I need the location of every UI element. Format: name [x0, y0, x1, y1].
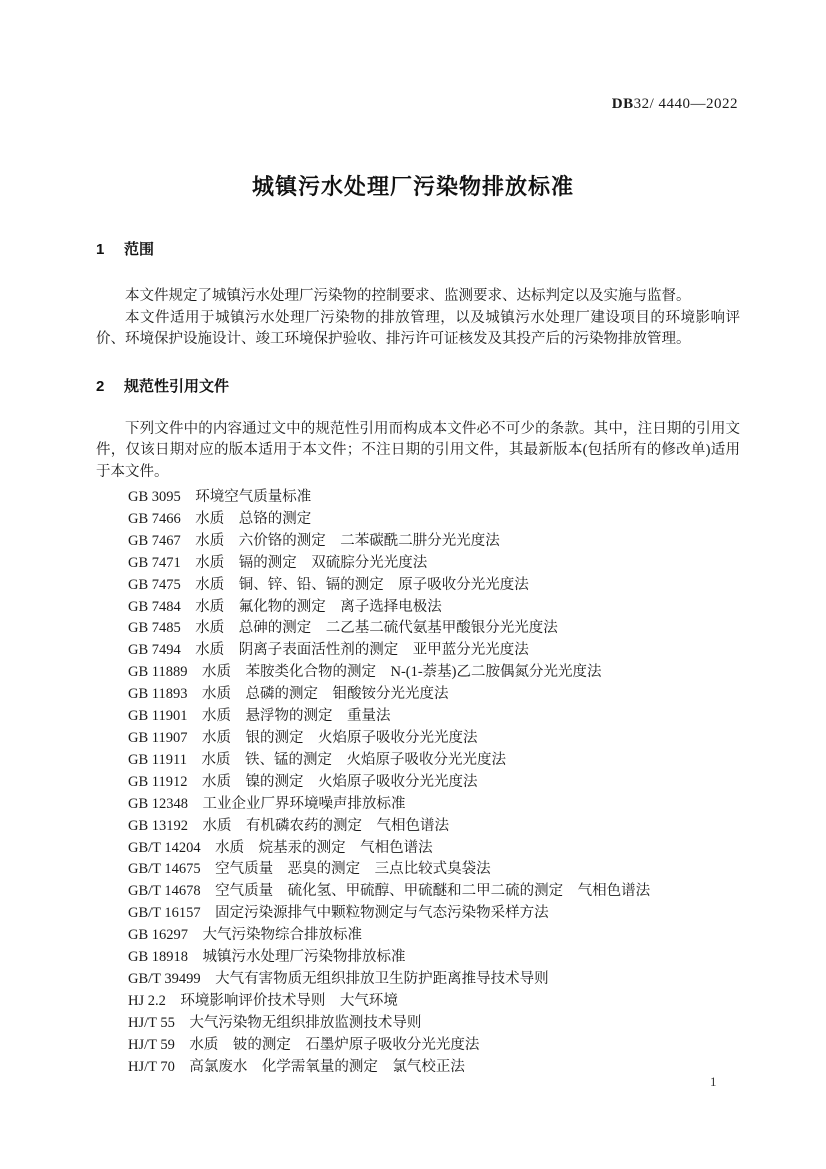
reference-item: HJ/T 59 水质 铍的测定 石墨炉原子吸收分光光度法 — [128, 1036, 480, 1053]
reference-item: GB 11893 水质 总磷的测定 钼酸铵分光光度法 — [128, 686, 449, 703]
reference-item: GB 16297 大气污染物综合排放标准 — [128, 927, 363, 944]
standard-code-rest: 32/ 4440—2022 — [633, 96, 738, 112]
scope-paragraphs — [96, 286, 740, 351]
reference-item: GB 7494 水质 阴离子表面活性剂的测定 亚甲蓝分光光度法 — [128, 642, 529, 659]
standard-code-prefix: DB — [611, 96, 634, 112]
reference-item: HJ/T 70 高氯废水 化学需氧量的测定 氯气校正法 — [128, 1058, 465, 1075]
reference-item: GB 13192 水质 有机磷农药的测定 气相色谱法 — [128, 817, 450, 834]
section-number: 2 — [96, 377, 105, 395]
section-number: 1 — [96, 241, 105, 258]
reference-item: GB 7471 水质 镉的测定 双硫腙分光光度法 — [128, 554, 428, 571]
reference-item: GB 7467 水质 六价铬的测定 二苯碳酰二肼分光光度法 — [128, 532, 500, 549]
section-title: 范围 — [124, 241, 155, 258]
reference-item: GB 7485 水质 总砷的测定 二乙基二硫代氨基甲酸银分光光度法 — [128, 620, 558, 637]
paragraph: 本文件适用于城镇污水处理厂污染物的排放管理，以及城镇污水处理厂建设项目的环境影响评价、环境保护设施设计、竣工环境保护验收、排污许可证核发及其投产后的污染物排放管理。 — [96, 309, 740, 347]
reference-item: GB/T 16157 固定污染源排气中颗粒物测定与气态污染物采样方法 — [128, 905, 549, 922]
reference-item: GB 18918 城镇污水处理厂污染物排放标准 — [128, 949, 406, 966]
reference-item: GB 12348 工业企业厂界环境噪声排放标准 — [128, 795, 406, 812]
reference-item: GB 7466 水质 总铬的测定 — [128, 510, 312, 527]
reference-item: GB/T 14678 空气质量 硫化氢、甲硫醇、甲硫醚和二甲二硫的测定 气相色谱法 — [128, 883, 651, 900]
reference-item: GB/T 14675 空气质量 恶臭的测定 三点比较式臭袋法 — [128, 861, 491, 878]
reference-item: HJ 2.2 环境影响评价技术导则 大气环境 — [128, 992, 398, 1009]
reference-item: GB 7484 水质 氟化物的测定 离子选择电极法 — [128, 598, 442, 615]
references-list — [96, 487, 740, 1078]
reference-item: GB 3095 环境空气质量标准 — [128, 489, 312, 505]
reference-item: GB/T 39499 大气有害物质无组织排放卫生防护距离推导技术导则 — [128, 970, 549, 987]
page-number: 1 — [710, 1074, 717, 1089]
reference-item: GB 11912 水质 镍的测定 火焰原子吸收分光光度法 — [128, 773, 478, 790]
reference-item: GB/T 14204 水质 烷基汞的测定 气相色谱法 — [128, 839, 433, 856]
reference-item: HJ/T 55 大气污染物无组织排放监测技术导则 — [128, 1014, 422, 1031]
document-body — [96, 0, 740, 1078]
section-heading-scope — [96, 240, 740, 260]
paragraph: 下列文件中的内容通过文中的规范性引用而构成本文件必不可少的条款。其中，注日期的引用文件，仅该日期对应的版本适用于本文件；不注日期的引用文件，其最新版本(包括所有的修改单)适用于本文件。 — [96, 420, 740, 480]
reference-item: GB 11901 水质 悬浮物的测定 重量法 — [128, 708, 391, 725]
reference-item: GB 11907 水质 银的测定 火焰原子吸收分光光度法 — [128, 729, 478, 746]
reference-item: GB 11889 水质 苯胺类化合物的测定 N-(1-萘基)乙二胺偶氮分光光度法 — [128, 664, 602, 681]
section-heading-normative-references — [96, 377, 740, 397]
normative-references-intro — [96, 419, 740, 484]
reference-item: GB 7475 水质 铜、锌、铅、镉的测定 原子吸收分光光度法 — [128, 576, 529, 593]
paragraph: 本文件规定了城镇污水处理厂污染物的控制要求、监测要求、达标判定以及实施与监督。 — [125, 288, 691, 304]
document-title: 城镇污水处理厂污染物排放标准 — [251, 174, 574, 199]
section-title: 规范性引用文件 — [124, 377, 230, 395]
reference-item: GB 11911 水质 铁、锰的测定 火焰原子吸收分光光度法 — [128, 751, 506, 768]
